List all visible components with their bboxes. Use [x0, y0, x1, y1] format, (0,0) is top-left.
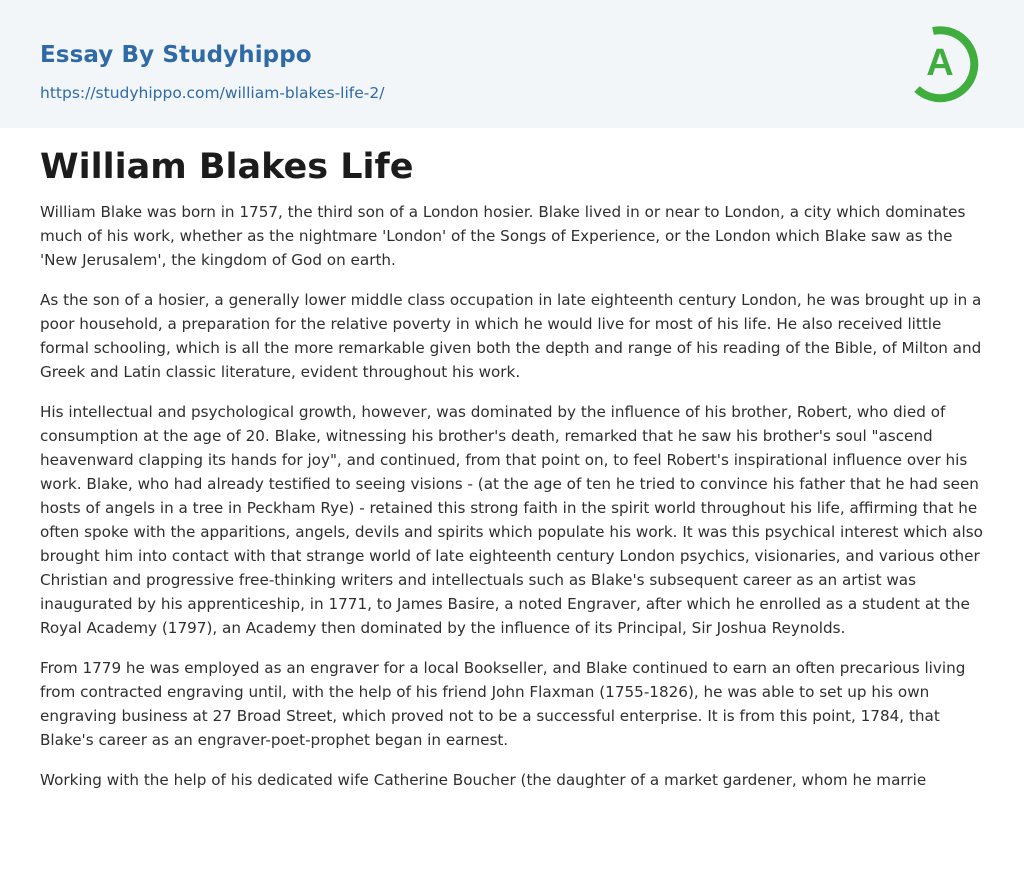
studyhippo-logo-icon[interactable] — [913, 20, 985, 104]
brand-title: Essay By Studyhippo — [40, 42, 312, 68]
essay-title: William Blakes Life — [40, 147, 414, 187]
essay-content — [0, 128, 1024, 792]
essay-url-link[interactable]: https://studyhippo.com/william-blakes-life-2/ — [40, 84, 385, 102]
essay-paragraph: Working with the help of his dedicated wife Catherine Boucher (the daughter of a market gardener, whom he marrie — [40, 771, 927, 789]
essay-paragraph: His intellectual and psychological growth, however, was dominated by the influence of his brother, Robert, who died of consumption at the age of 20. Blake, witnessing his brother's death, remarked that he saw his brother's soul "ascend heavenward clapping its hands for joy", and continued, from that point on, to feel Robert's inspirational influence over his work. Blake, who had already testified to seeing visions - (at the age of ten he tried to convince his father that he had seen hosts of angels in a tree in Peckham Rye) - retained this strong faith in the spirit world throughout his life, affirming that he often spoke with the apparitions, angels, devils and spirits which populate his work. It was this psychical interest which also brought him into contact with that strange world of late eighteenth century London psychics, visionaries, and various other Christian and progressive free-thinking writers and intellectuals such as Blake's subsequent career as an artist was inaugurated by his apprenticeship, in 1771, to James Basire, a noted Engraver, after which he enrolled as a student at the Royal Academy (1797), an Academy then dominated by the influence of its Principal, Sir Joshua Reynolds. — [40, 403, 983, 637]
essay-paragraph: William Blake was born in 1757, the third son of a London hosier. Blake lived in or near to London, a city which dominates much of his work, whether as the nightmare 'London' of the Songs of Experience, or the London which Blake saw as the 'New Jerusalem', the kingdom of God on earth. — [40, 203, 966, 269]
site-header — [0, 0, 1024, 128]
essay-paragraph: From 1779 he was employed as an engraver for a local Bookseller, and Blake continued to earn an often precarious living from contracted engraving until, with the help of his friend John Flaxman (1755-1826), he was able to set up his own engraving business at 27 Broad Street, which proved not to be a successful enterprise. It is from this point, 1784, that Blake's career as an engraver-poet-prophet began in earnest. — [40, 659, 966, 749]
logo-letter: A — [926, 42, 954, 84]
essay-paragraph: As the son of a hosier, a generally lower middle class occupation in late eighteenth century London, he was brought up in a poor household, a preparation for the relative poverty in which he would live for most of his life. He also received little formal schooling, which is all the more remarkable given both the depth and range of his reading of the Bible, of Milton and Greek and Latin classic literature, evident throughout his work. — [40, 291, 982, 381]
